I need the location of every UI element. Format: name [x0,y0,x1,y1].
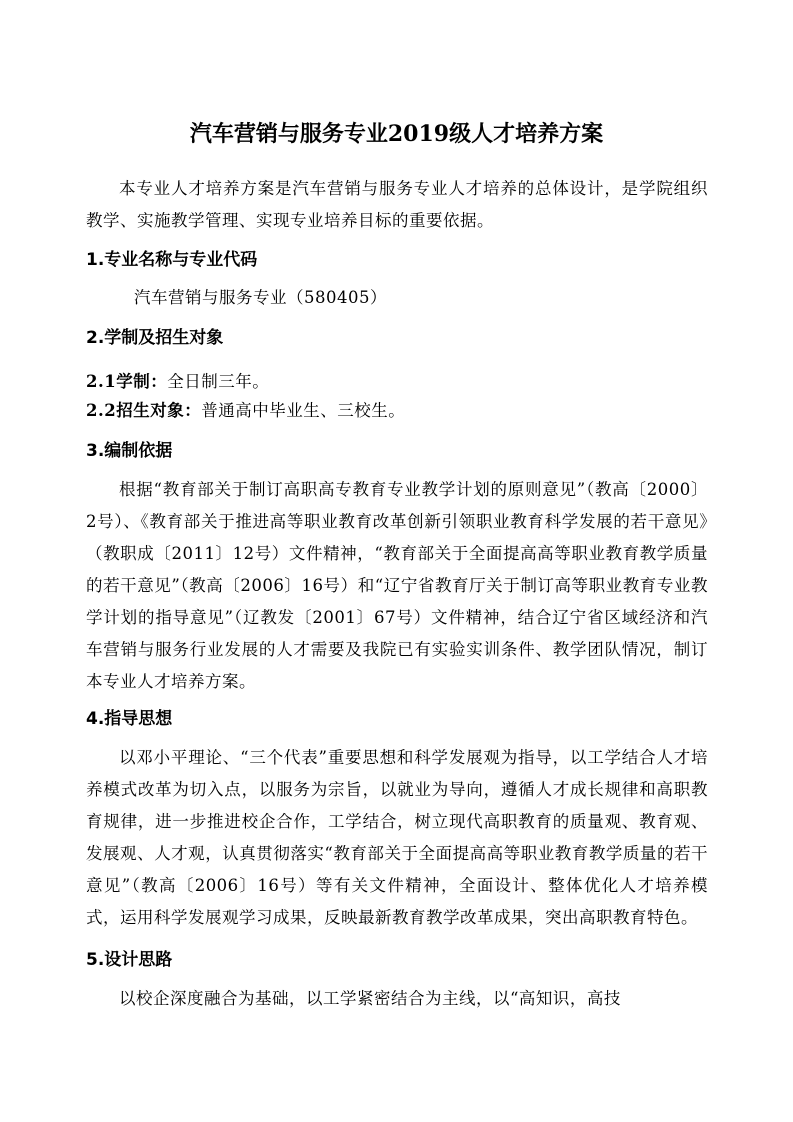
section-4-heading: 4.指导思想 [86,709,173,729]
section-1-body: 汽车营销与服务专业（580405） [134,288,387,307]
section-5-heading: 5.设计思路 [86,950,173,970]
section-2-item-1-label: 2.1学制： [86,372,168,391]
section-2-item-1-text: 全日制三年。 [167,372,270,391]
section-2-item-1 [86,368,708,396]
section-2-item-2 [86,397,708,425]
section-3-heading: 3.编制依据 [86,441,173,461]
section-3-body: 根据“教育部关于制订高职高专教育专业教学计划的原则意见”（教高〔2000〕2号）、《教育部关于推进高等职业教育改革创新引领职业教育科学发展的若干意见》（教职成〔2011〕12号）文件精神，“教育部关于全面提高高等职业教育教学质量的若干意见”（教高〔2006〕16号）和“辽宁省教育厅关于制订高等职业教育专业教学计划的指导意见”（辽教发〔2001〕67号）文件精神，结合辽宁省区域经济和汽车营销与服务行业发展的人才需要及我院已有实验实训条件、教学团队情况，制订本专业人才培养方案。 [86,480,708,691]
section-2-item-2-label: 2.2招生对象： [86,401,202,420]
document-title: 汽车营销与服务专业2019级人才培养方案 [189,121,604,147]
section-5-body: 以校企深度融合为基础，以工学紧密结合为主线，以“高知识，高技 [119,989,621,1008]
intro-paragraph: 本专业人才培养方案是汽车营销与服务专业人才培养的总体设计，是学院组织教学、实施教学管理、实现专业培养目标的重要依据。 [86,179,708,230]
section-1-heading: 1.专业名称与专业代码 [86,250,258,270]
section-2-item-2-text: 普通高中毕业生、三校生。 [201,401,406,420]
section-4-body: 以邓小平理论、“三个代表”重要思想和科学发展观为指导，以工学结合人才培养模式改革为切入点，以服务为宗旨，以就业为导向，遵循人才成长规律和高职教育规律，进一步推进校企合作，工学结合，树立现代高职教育的质量观、教育观、发展观、人才观，认真贯彻落实“教育部关于全面提高高等职业教育教学质量的若干意见”（教高〔2006〕16号）等有关文件精神，全面设计、整体优化人才培养模式，运用科学发展观学习成果，反映最新教育教学改革成果，突出高职教育特色。 [86,748,708,927]
section-2-heading: 2.学制及招生对象 [86,328,224,348]
